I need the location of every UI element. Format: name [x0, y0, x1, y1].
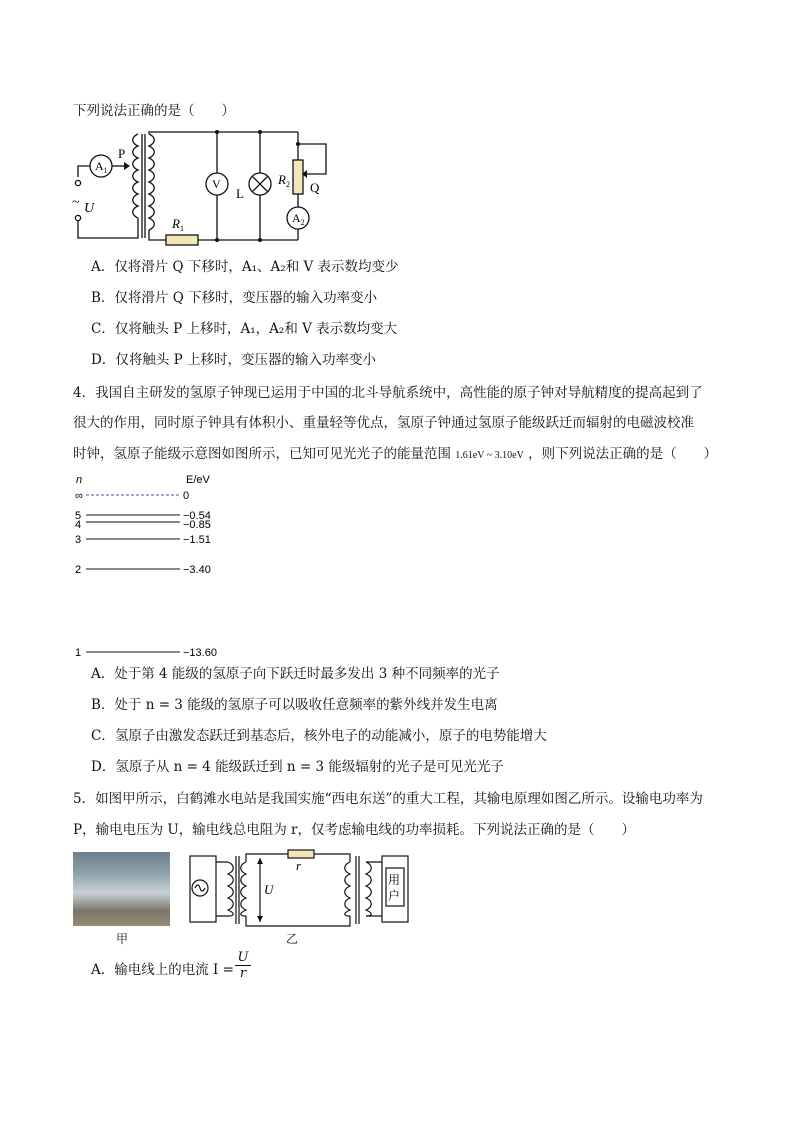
dam-photo: [73, 852, 170, 926]
q4-stem-line-2: 很大的作用，同时原子钟具有体积小、重量轻等优点，氢原子钟通过氢原子能级跃迁而辐射的电磁波校准: [73, 415, 694, 431]
resistor-r1-label: $R_1$: [172, 216, 184, 233]
level-number-label: 3: [75, 534, 82, 546]
user-load-label-2: 户: [388, 889, 401, 903]
ac-source-symbol: ~: [72, 195, 80, 210]
ammeter-a2-label: $A_2$: [292, 211, 305, 227]
q5-stem-line-1: 5．如图甲所示，白鹤滩水电站是我国实施“西电东送”的重大工程，其输电原理如图乙所示。设输电功率为: [73, 791, 703, 807]
transmission-voltage-label: U: [264, 882, 274, 897]
source-voltage-label: U: [84, 201, 95, 216]
level-energy-label: −1.51: [183, 534, 211, 546]
q3-option-c: C．仅将触头 P 上移时，A₁，A₂和 V 表示数均变大: [91, 321, 398, 337]
q4-option-b: B．处于 n = 3 能级的氢原子可以吸收任意频率的紫外线并发生电离: [91, 697, 498, 713]
level-axis-n-label: n: [76, 474, 83, 486]
slider-q-label: Q: [310, 180, 320, 195]
level-number-label: 1: [75, 647, 82, 659]
current-fraction: U r: [235, 950, 251, 981]
q4-stem-line-3: 时钟，氢原子能级示意图如图所示，已知可见光光子的能量范围 1.61eV ~ 3.10eV ，则下列说法正确的是（ ）: [73, 446, 718, 462]
level-energy-label: −0.85: [183, 519, 211, 531]
lamp-label: L: [236, 186, 244, 201]
level-energy-label: −13.60: [183, 647, 217, 659]
figure-jia-caption: 甲: [116, 932, 129, 946]
transmission-circuit-diagram: [188, 848, 418, 932]
q4-option-a: A．处于第 4 能级的氢原子向下跃迁时最多发出 3 种不同频率的光子: [91, 666, 500, 682]
q4-option-c: C．氢原子由激发态跃迁到基态后，核外电子的动能减小，原子的电势能增大: [91, 728, 547, 744]
q3-option-d: D．仅将触头 P 上移时，变压器的输入功率变小: [91, 352, 376, 368]
q5-stem-line-2: P，输电电压为 U，输电线总电阻为 r，仅考虑输电线的功率损耗。下列说法正确的是（ ）: [73, 822, 635, 838]
level-energy-label: −3.40: [183, 564, 211, 576]
visible-light-range: 1.61eV ~ 3.10eV: [455, 450, 524, 461]
q4-stem-line-1: 4．我国自主研发的氢原子钟现已运用于中国的北斗导航系统中，高性能的原子钟对导航精度的提高起到了: [73, 385, 703, 401]
q4-option-d: D．氢原子从 n = 4 能级跃迁到 n = 3 能级辐射的光子是可见光光子: [91, 759, 504, 775]
figure-yi-caption: 乙: [286, 932, 299, 946]
level-number-label: 5: [75, 510, 82, 522]
level-number-label: 2: [75, 564, 82, 576]
level-energy-label: 0: [183, 490, 190, 502]
ammeter-a1-label: $A_1$: [95, 159, 108, 175]
user-load-label-1: 用: [388, 873, 401, 887]
q3-option-b: B．仅将滑片 Q 下移时，变压器的输入功率变小: [91, 290, 378, 306]
level-number-label: 4: [75, 519, 82, 531]
hydrogen-energy-level-diagram: [70, 470, 270, 660]
resistor-r2-label: $R_2$: [278, 172, 290, 189]
q3-circuit-diagram: [60, 128, 360, 250]
voltmeter-label: V: [212, 177, 221, 191]
level-number-label: ∞: [75, 490, 83, 502]
energy-axis-label: E/eV: [186, 474, 210, 486]
slider-p-label: P: [118, 146, 126, 161]
line-resistance-label: r: [296, 858, 302, 873]
q3-option-a: A．仅将滑片 Q 下移时，A₁、A₂和 V 表示数均变少: [91, 259, 399, 275]
q5-option-a: A．输电线上的电流 I =: [91, 962, 234, 978]
q3-prompt: 下列说法正确的是（ ）: [73, 103, 235, 119]
level-energy-label: −0.54: [183, 510, 211, 522]
